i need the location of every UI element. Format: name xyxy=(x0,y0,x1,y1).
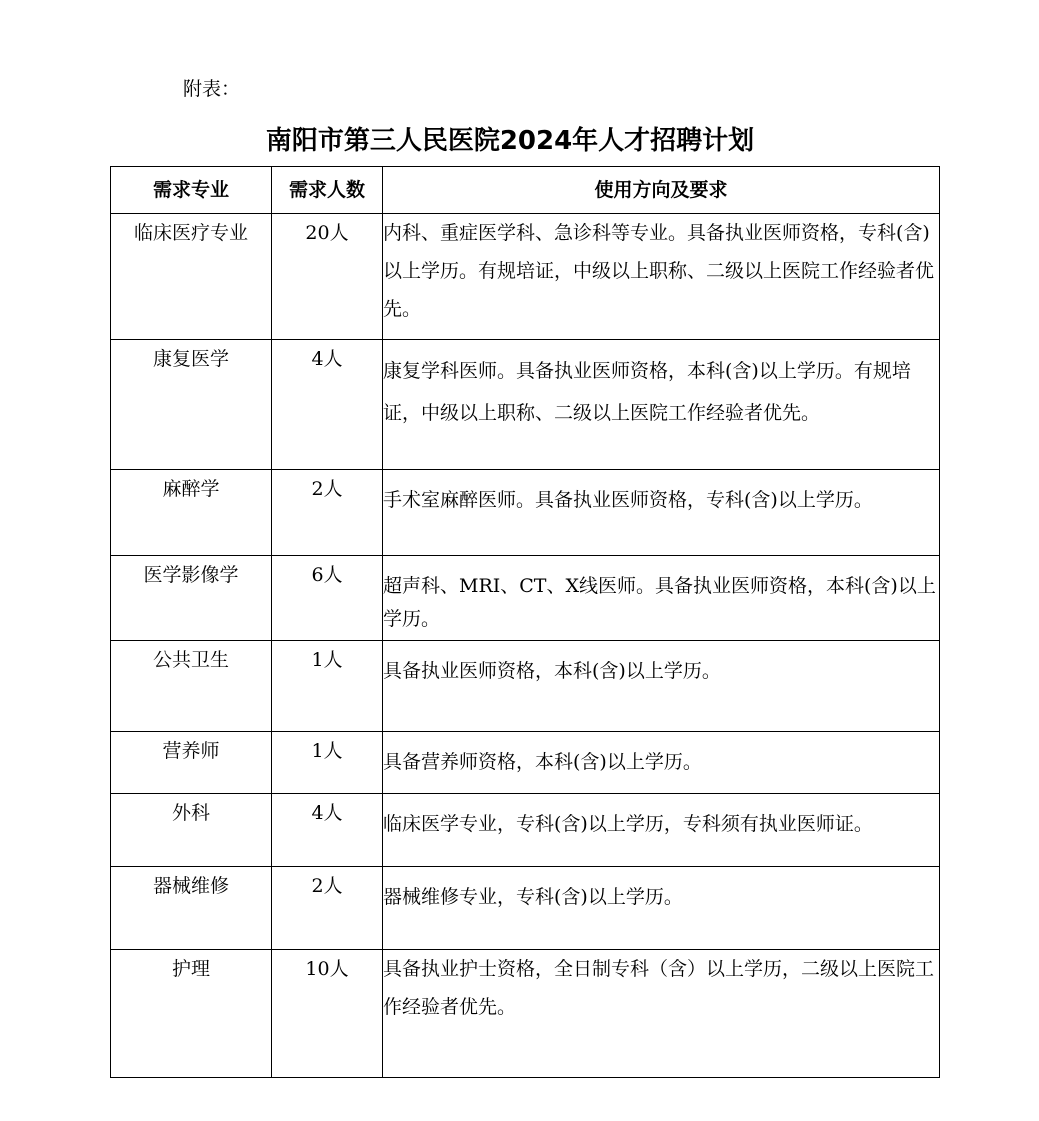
row-count: 1人 xyxy=(272,641,383,732)
row-requirement: 具备执业医师资格，本科(含)以上学历。 xyxy=(383,641,940,732)
row-count: 4人 xyxy=(272,340,383,470)
row-requirement: 器械维修专业，专科(含)以上学历。 xyxy=(383,867,940,950)
row-major: 器械维修 xyxy=(111,867,272,950)
header-major: 需求专业 xyxy=(111,167,272,214)
row-count: 20人 xyxy=(272,214,383,340)
row-count: 10人 xyxy=(272,950,383,1078)
header-requirement: 使用方向及要求 xyxy=(383,167,940,214)
row-count: 4人 xyxy=(272,794,383,867)
header-count: 需求人数 xyxy=(272,167,383,214)
row-major: 麻醉学 xyxy=(111,470,272,556)
table-row xyxy=(111,214,940,340)
row-count: 2人 xyxy=(272,470,383,556)
row-major: 临床医疗专业 xyxy=(111,214,272,340)
row-major: 护理 xyxy=(111,950,272,1078)
table-row xyxy=(111,867,940,950)
table-row xyxy=(111,470,940,556)
row-requirement: 手术室麻醉医师。具备执业医师资格，专科(含)以上学历。 xyxy=(383,470,940,556)
table-row xyxy=(111,794,940,867)
table-row xyxy=(111,950,940,1078)
table-row xyxy=(111,732,940,794)
row-count: 1人 xyxy=(272,732,383,794)
row-count: 6人 xyxy=(272,556,383,641)
row-major: 外科 xyxy=(111,794,272,867)
row-major: 康复医学 xyxy=(111,340,272,470)
table-row xyxy=(111,340,940,470)
table-row xyxy=(111,641,940,732)
row-requirement: 康复学科医师。具备执业医师资格，本科(含)以上学历。有规培证，中级以上职称、二级以上医院工作经验者优先。 xyxy=(383,340,940,470)
row-count: 2人 xyxy=(272,867,383,950)
row-major: 公共卫生 xyxy=(111,641,272,732)
attachment-label: 附表： xyxy=(183,78,241,100)
recruitment-plan-table xyxy=(110,166,940,1078)
table-row xyxy=(111,556,940,641)
row-requirement: 具备营养师资格，本科(含)以上学历。 xyxy=(383,732,940,794)
page-title: 南阳市第三人民医院2024年人才招聘计划 xyxy=(265,126,755,156)
row-requirement: 具备执业护士资格，全日制专科（含）以上学历，二级以上医院工作经验者优先。 xyxy=(383,950,940,1078)
row-major: 医学影像学 xyxy=(111,556,272,641)
row-requirement: 超声科、MRI、CT、X线医师。具备执业医师资格，本科(含)以上学历。 xyxy=(383,556,940,641)
table-header-row xyxy=(111,167,940,214)
row-requirement: 内科、重症医学科、急诊科等专业。具备执业医师资格，专科(含)以上学历。有规培证，中级以上职称、二级以上医院工作经验者优先。 xyxy=(383,214,940,340)
row-requirement: 临床医学专业，专科(含)以上学历，专科须有执业医师证。 xyxy=(383,794,940,867)
row-major: 营养师 xyxy=(111,732,272,794)
